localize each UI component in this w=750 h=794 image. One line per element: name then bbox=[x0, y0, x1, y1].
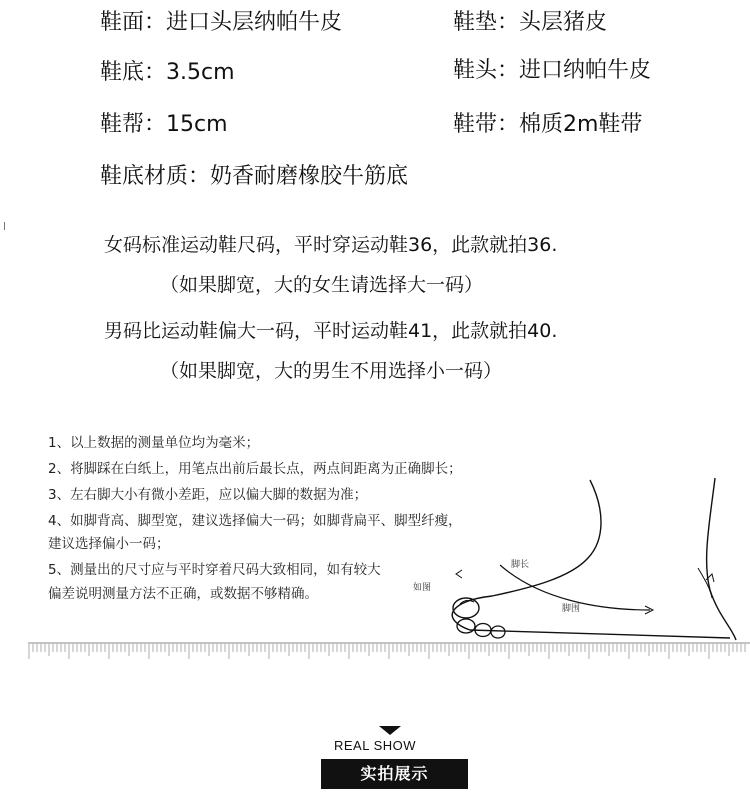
measure-note-5: 5、测量出的尺寸应与平时穿着尺码大致相同，如有较大 bbox=[48, 562, 381, 578]
measure-note-3: 3、左右脚大小有微小差距，应以偏大脚的数据为准； bbox=[48, 487, 368, 503]
foot-figure-label: 如图 bbox=[413, 583, 432, 593]
measure-note-5b: 偏差说明测量方法不正确，或数据不够精确。 bbox=[48, 586, 318, 602]
edge-mark bbox=[4, 222, 5, 230]
spec-toe: 鞋头：进口纳帕牛皮 bbox=[453, 58, 652, 83]
spec-sole-material: 鞋底材质：奶香耐磨橡胶牛筋底 bbox=[100, 164, 409, 189]
spec-insole: 鞋垫：头层猪皮 bbox=[453, 10, 608, 35]
sizing-men-line: 男码比运动鞋偏大一码，平时运动鞋41，此款就拍40. bbox=[104, 320, 558, 342]
foot-illustration bbox=[440, 470, 750, 645]
sizing-men-note: （如果脚宽，大的男生不用选择小一码） bbox=[160, 360, 503, 382]
sizing-women-line: 女码标准运动鞋尺码，平时穿运动鞋36，此款就拍36. bbox=[104, 234, 558, 256]
foot-girth-label: 脚围 bbox=[562, 604, 581, 614]
measure-note-1: 1、以上数据的测量单位均为毫米； bbox=[48, 435, 260, 451]
measure-note-4b: 建议选择偏小一码； bbox=[48, 536, 170, 552]
foot-length-label: 脚长 bbox=[511, 560, 530, 570]
spec-upper: 鞋面：进口头层纳帕牛皮 bbox=[100, 10, 343, 35]
ruler bbox=[28, 641, 750, 659]
spec-sole-height: 鞋底：3.5cm bbox=[100, 60, 235, 85]
spec-shaft: 鞋帮：15cm bbox=[100, 112, 228, 137]
banner-arrow-icon bbox=[379, 726, 401, 735]
banner-title: 实拍展示 bbox=[360, 764, 429, 783]
measure-note-4: 4、如脚背高、脚型宽，建议选择偏大一码；如脚背扁平、脚型纤瘦， bbox=[48, 513, 462, 529]
spec-lace: 鞋带：棉质2m鞋带 bbox=[453, 112, 643, 137]
measure-note-2: 2、将脚踩在白纸上，用笔点出前后最长点，两点间距离为正确脚长； bbox=[48, 461, 462, 477]
sizing-women-note: （如果脚宽，大的女生请选择大一码） bbox=[160, 274, 484, 296]
real-show-heading: REAL SHOW bbox=[333, 738, 417, 753]
